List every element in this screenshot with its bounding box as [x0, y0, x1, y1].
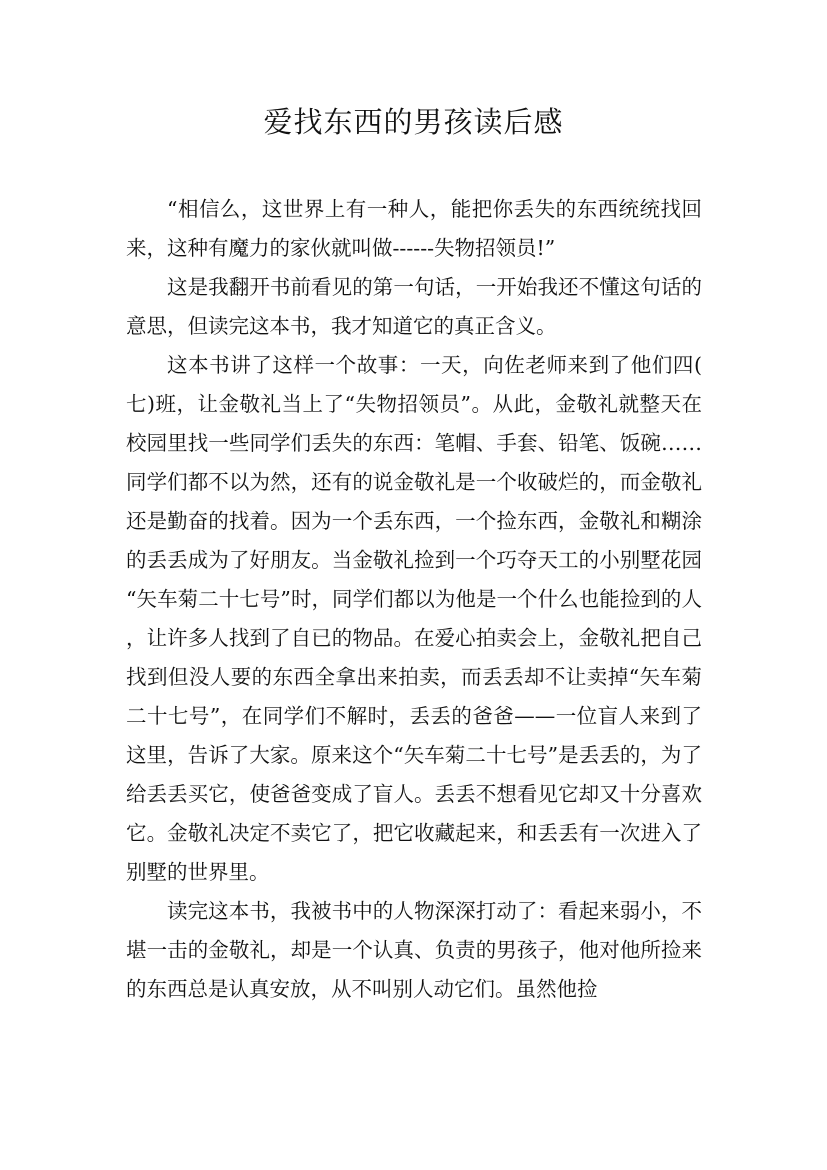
document-body: [126, 190, 702, 1009]
paragraph-first-impression: 这是我翻开书前看见的第一句话，一开始我还不懂这句话的意思，但读完这本书，我才知道它的真正含义。: [126, 275, 702, 338]
paragraph-reflection: 读完这本书，我被书中的人物深深打动了：看起来弱小，不堪一击的金敬礼，却是一个认真、负责的男孩子，他对他所捡来的东西总是认真安放，从不叫别人动它们。虽然他捡: [126, 899, 702, 1001]
paragraph-story-summary: 这本书讲了这样一个故事：一天，向佐老师来到了他们四(七)班，让金敬礼当上了“失物招领员”。从此，金敬礼就整天在校园里找一些同学们丢失的东西：笔帽、手套、铅笔、饭碗……同学们都不以为然，还有的说金敬礼是一个收破烂的，而金敬礼还是勤奋的找着。因为一个丢东西，一个捡东西，金敬礼和糊涂的丢丢成为了好朋友。当金敬礼捡到一个巧夺天工的小别墅花园“矢车菊二十七号”时，同学们都以为他是一个什么也能捡到的人，让许多人找到了自已的物品。在爱心拍卖会上，金敬礼把自己找到但没人要的东西全拿出来拍卖，而丢丢却不让卖掉“矢车菊二十七号”，在同学们不解时，丢丢的爸爸——一位盲人来到了这里，告诉了大家。原来这个“矢车菊二十七号”是丢丢的，为了给丢丢买它，使爸爸变成了盲人。丢丢不想看见它却又十分喜欢它。金敬礼决定不卖它了，把它收藏起来，和丢丢有一次进入了别墅的世界里。: [126, 353, 702, 884]
document-title: 爱找东西的男孩读后感: [263, 105, 564, 139]
paragraph-intro-quote: “相信么，这世界上有一种人，能把你丢失的东西统统找回来，这种有魔力的家伙就叫做------失物招领员!”: [126, 197, 702, 260]
